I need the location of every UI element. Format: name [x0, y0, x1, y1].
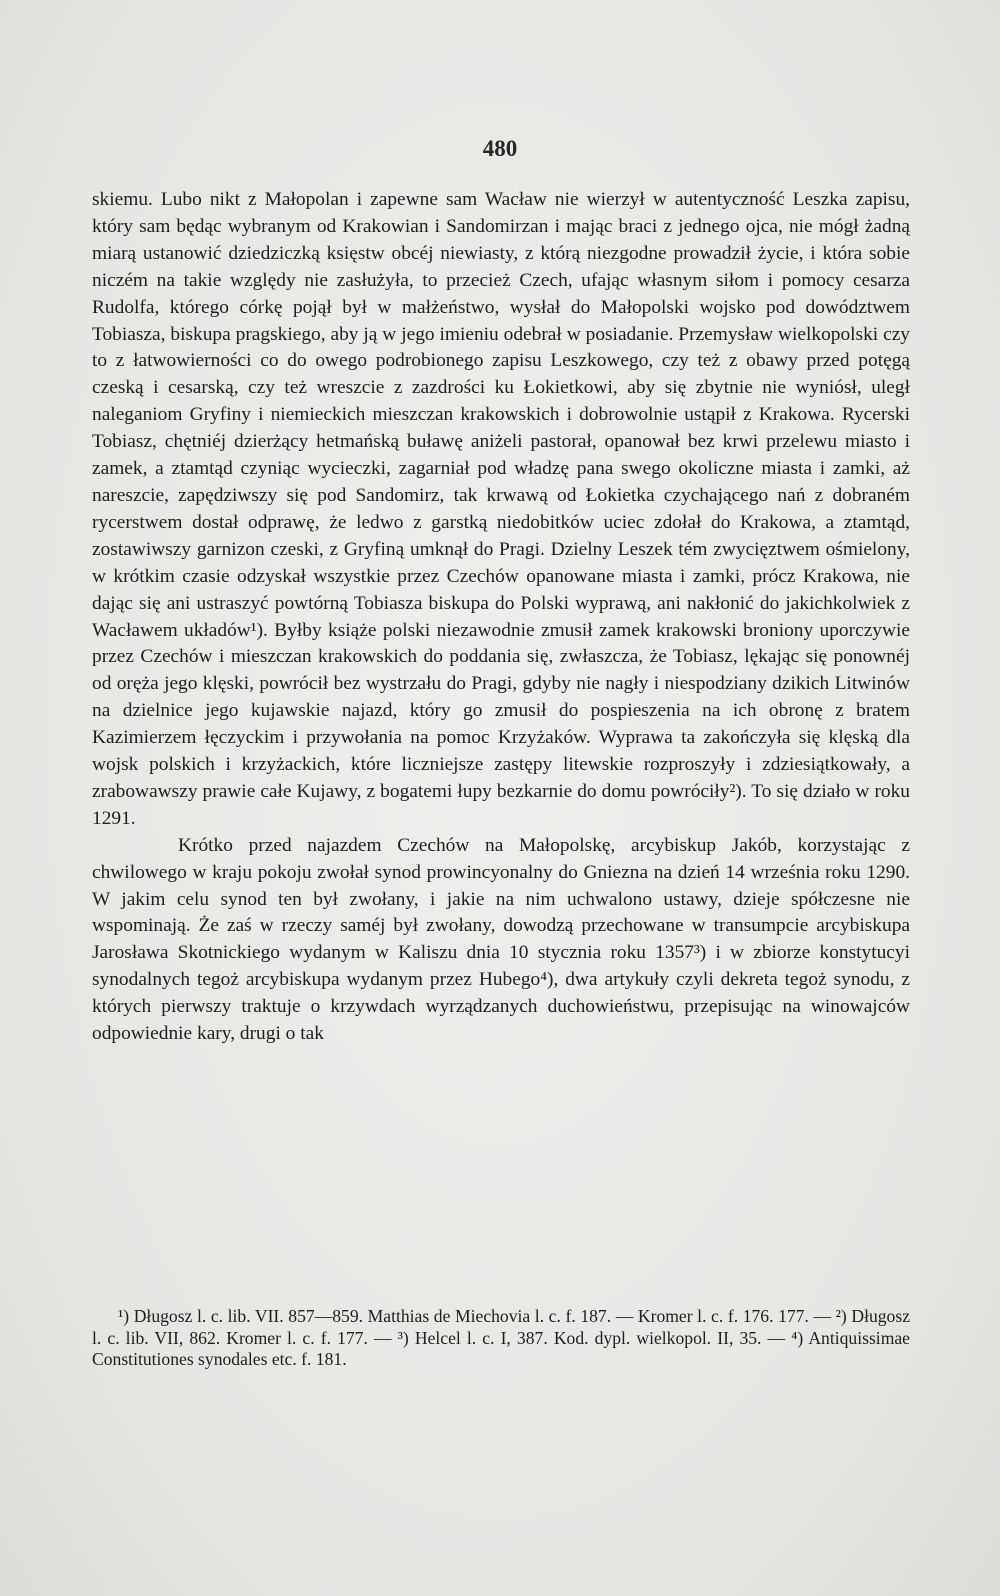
main-text	[92, 187, 910, 1048]
paragraph: skiemu. Lubo nikt z Małopolan i zapewne sam Wacław nie wierzył w autentyczność Leszka zapisu, który sam będąc wybranym od Krakowian i Sandomirzan i mając braci z jednego ojca, nie mógł żadną miarą ustanowić dziedziczką księstw obcéj niewiasty, z którą niezgodne prowadził życie, i która sobie niczém na takie względy nie zasłużyła, to przecież Czech, ufając własnym siłom i pomocy cesarza Rudolfa, którego córkę pojął był w małżeństwo, wysłał do Małopolski wojsko pod dowództwem Tobiasza, biskupa pragskiego, aby ją w jego imieniu odebrał w posiadanie. Przemysław wielkopolski czy to z łatwowierności co do owego podrobionego zapisu Leszkowego, czy też z obawy przed potęgą czeską i cesarską, czy też wreszcie z zazdrości ku Łokietkowi, aby się zbytnie nie wyniósł, uległ naleganiom Gryfiny i niemieckich mieszczan krakowskich i dobrowolnie ustąpił z Krakowa. Rycerski Tobiasz, chętniéj dzierżący hetmańską buławę aniżeli pastorał, opanował bez krwi przelewu miasto i zamek, a ztamtąd czyniąc wycieczki, zagarniał pod władzę pana swego okoliczne miasta i zamki, aż nareszcie, zapędziwszy się pod Sandomirz, tak krwawą od Łokietka czychającego nań z dobraném rycerstwem dostał odprawę, że ledwo z garstką niedobitków uciec zdołał do Krakowa, a ztamtąd, zostawiwszy garnizon czeski, z Gryfiną umknął do Pragi. Dzielny Leszek tém zwycięztwem ośmielony, w krótkim czasie odzyskał wszystkie przez Czechów opanowane miasta i zamki, prócz Krakowa, nie dając się ani ustraszyć powtórną Tobiasza biskupa do Polski wyprawą, ani nakłonić do jakichkolwiek z Wacławem układów¹). Byłby książe polski niezawodnie zmusił zamek krakowski broniony uporczywie przez Czechów i mieszczan krakowskich do poddania się, zwłaszcza, że Tobiasz, lękając się ponownéj od oręża jego klęski, powrócił bez wystrzału do Pragi, gdyby nie nagły i niespodziany dzikich Litwinów na dzielnice jego kujawskie najazd, który go zmusił do pospieszenia na ich obronę z bratem Kazimierzem łęczyckim i przywołania na pomoc Krzyżaków. Wyprawa ta zakończyła się klęską dla wojsk polskich i krzyżackich, które liczniejsze zastępy litewskie rozproszyły i zdziesiątkowały, a zrabowawszy prawie całe Kujawy, z bogatemi łupy bezkarnie do domu powróciły²). To się działo w roku 1291.	[92, 189, 910, 829]
page-number: 480	[482, 136, 518, 161]
footnote-text: ¹) Długosz l. c. lib. VII. 857—859. Matthias de Miechovia l. c. f. 187. — Kromer l. c. f. 176. 177. — ²) Długosz l. c. lib. VII, 862. Kromer l. c. f. 177. — ³) Helcel l. c. I, 387. Kod. dypl. wielkopol. II, 35. — ⁴) Antiquissimae Constitutiones synodales etc. f. 181.	[92, 1306, 910, 1369]
paragraph: Krótko przed najazdem Czechów na Małopolskę, arcybiskup Jakób, korzystając z chwilowego w kraju pokoju zwołał synod prowincyonalny do Gniezna na dzień 14 września roku 1290. W jakim celu synod ten był zwołany, i jakie na nim uchwalono ustawy, dzieje spółczesne nie wspominają. Że zaś w rzeczy saméj był zwołany, dowodzą przechowane w transumpcie arcybiskupa Jarosława Skotnickiego wydanym w Kaliszu dnia 10 stycznia roku 1357³) i w zbiorze konstytucyi synodalnych tegoż arcybiskupa wydanym przez Hubego⁴), dwa artykuły czyli dekreta tegoż synodu, z których pierwszy traktuje o krzywdach wyrządzanych duchowieństwu, przepisując na winowajców odpowiednie kary, drugi o tak	[92, 834, 910, 1045]
footnotes	[92, 1306, 910, 1371]
